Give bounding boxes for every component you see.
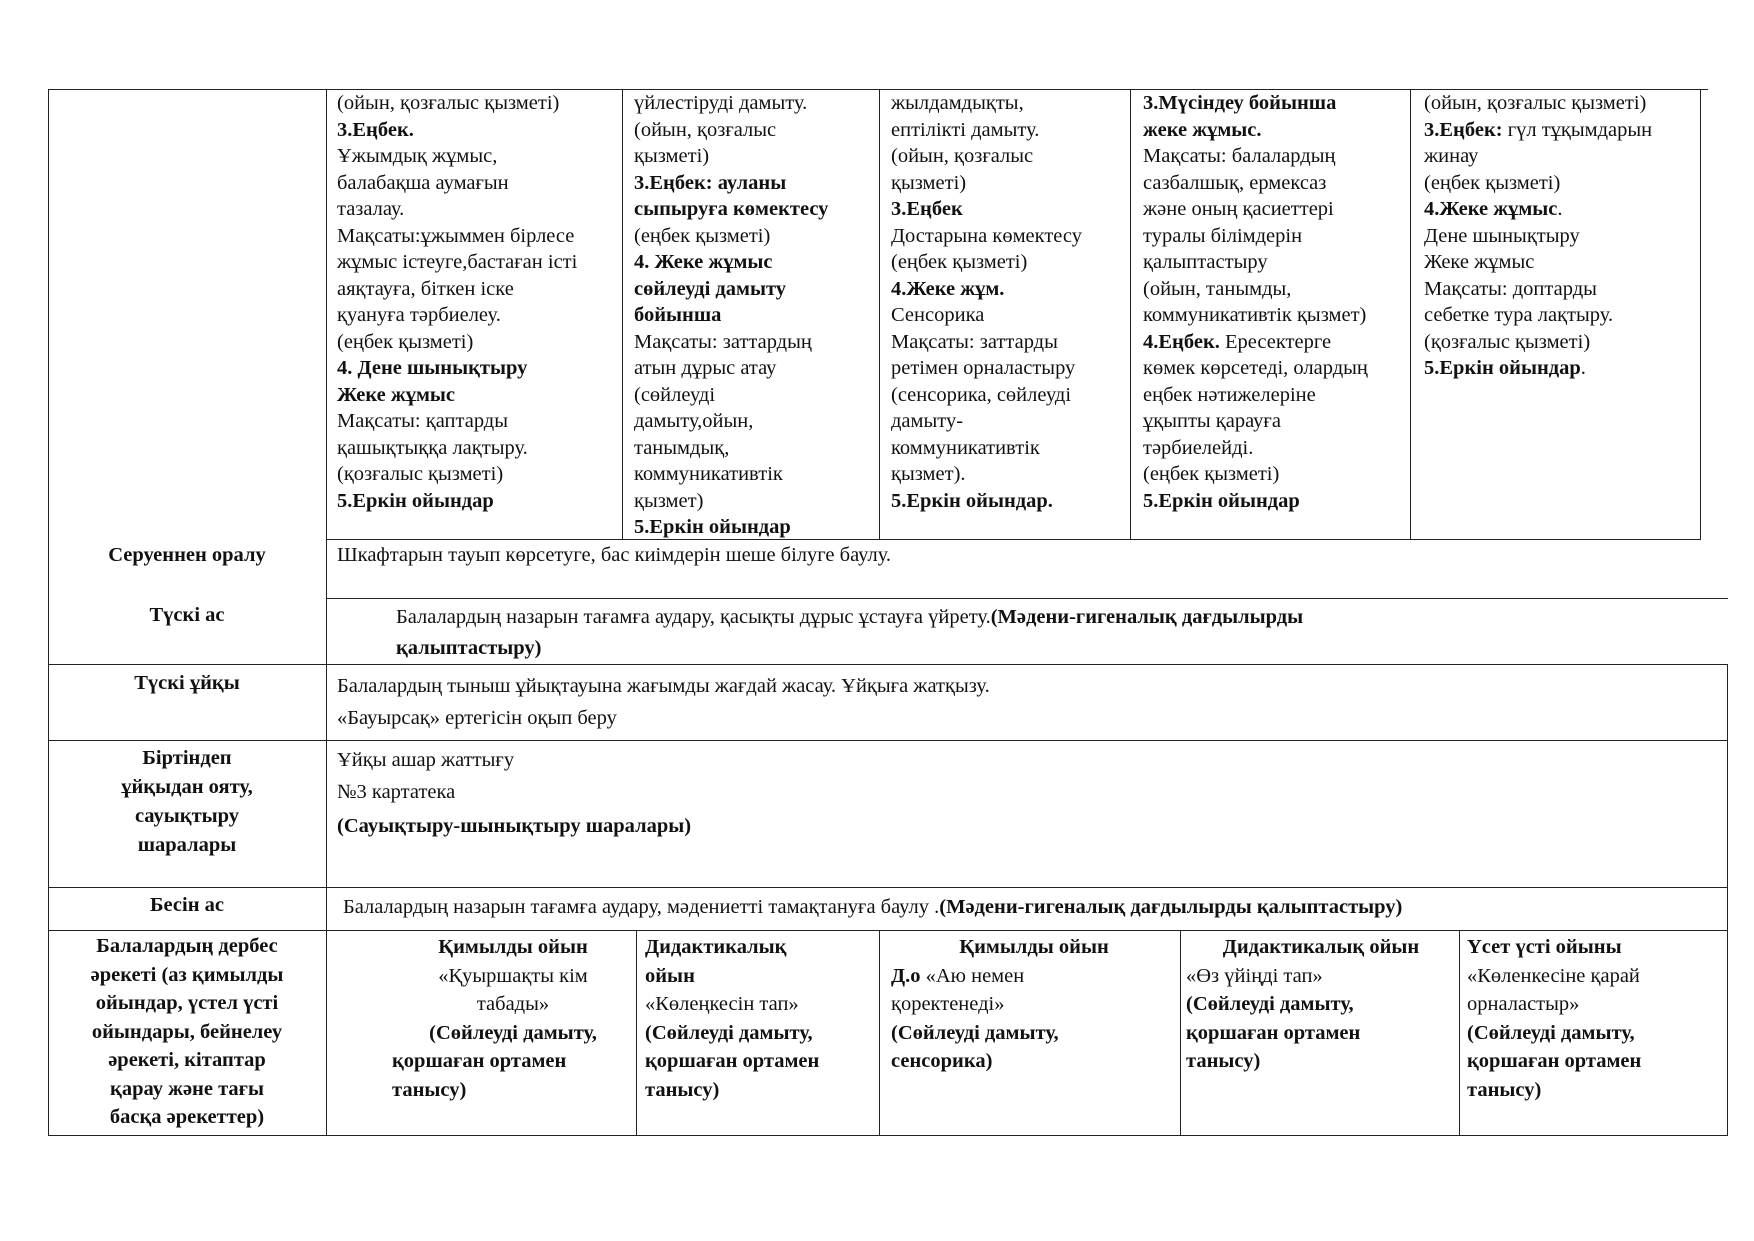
- cell-line: [1143, 329, 1408, 356]
- cell-line: танысу): [1467, 1078, 1542, 1101]
- row-content-return: [337, 542, 891, 569]
- cell-line: қуануға тәрбиелеу.: [337, 304, 501, 326]
- cell-line-segment: 5.Еркін ойындар: [1424, 357, 1581, 379]
- cell-line: (ойын, қозғалыс қызметі): [1424, 92, 1647, 114]
- cell-line: 3.Еңбек.: [337, 118, 414, 141]
- cell-line: табады»: [476, 993, 550, 1015]
- column-divider-ind-4: [1180, 930, 1181, 1136]
- lunch-text: Балалардың назарын тағамға аудару, қасықты дұрыс ұстауға үйрету.: [396, 606, 991, 628]
- cell-line: ойын: [645, 964, 695, 987]
- cell-line: әрекеті, кітаптар: [108, 1049, 266, 1071]
- cell-line: қашықтыққа лақтыру.: [337, 436, 528, 459]
- cell-line: 5.Еркін ойындар: [634, 516, 791, 538]
- cell-line: (қозғалыс қызметі): [337, 463, 504, 485]
- cell-line: танысу): [1186, 1050, 1261, 1072]
- cell-line: тәрбиелейді.: [1143, 436, 1254, 459]
- cell-line: 4. Жеке жұмыс: [634, 251, 773, 273]
- cell-line: сөйлеуді дамыту: [634, 277, 787, 300]
- cell-line: (қозғалыс қызметі): [1424, 330, 1591, 353]
- cell-line: сауықтыру: [134, 805, 240, 827]
- row-label-return-text: Серуеннен оралу: [108, 544, 266, 566]
- nap-line-2: «Бауырсақ» ертегісін оқып беру: [337, 707, 617, 729]
- cell-line-segment: 4.Еңбек.: [1143, 330, 1220, 353]
- cell-line: Қимылды ойын: [438, 936, 588, 958]
- cell-line-segment: гүл тұқымдарын: [1502, 118, 1653, 141]
- independent-col-5: [1467, 933, 1725, 1104]
- row-label-nap: [48, 670, 326, 697]
- cell-line: ойындары, бейнелеу: [91, 1020, 283, 1043]
- table-border-right-walk: [1700, 89, 1701, 540]
- cell-line: 4.Жеке жұм.: [891, 277, 1005, 300]
- walk-col-2: [634, 90, 876, 541]
- walk-col-4: [1143, 90, 1408, 514]
- cell-line: танымдық,: [634, 436, 730, 459]
- cell-line: (еңбек қызметі): [1143, 463, 1280, 485]
- cell-line: тазалау.: [337, 198, 405, 220]
- cell-line: балабақша аумағын: [337, 171, 509, 194]
- column-divider-label: [326, 89, 327, 1136]
- row-divider-snack: [48, 930, 1728, 931]
- column-divider-ind-2: [636, 930, 637, 1136]
- cell-line: (Сөйлеуді дамыту,: [891, 1021, 1059, 1044]
- cell-line: сенсорика): [891, 1050, 993, 1072]
- wake-line-2: №3 картатека: [337, 781, 456, 803]
- cell-line: қарау және тағы: [110, 1077, 264, 1100]
- cell-line-segment: 3.Еңбек:: [1424, 118, 1503, 141]
- cell-line: «Қуыршақты кім: [438, 964, 588, 987]
- cell-line: қызмет).: [891, 463, 966, 485]
- cell-line: (ойын, қозғалыс қызметі): [337, 92, 560, 114]
- row-content-snack: [343, 894, 1402, 921]
- cell-line: үйлестіруді дамыту.: [634, 92, 808, 114]
- row-label-lunch: [48, 602, 326, 629]
- row-divider-walk: [326, 539, 1701, 540]
- cell-line: Сенсорика: [891, 304, 985, 326]
- cell-line: 4. Дене шынықтыру: [337, 357, 528, 379]
- cell-line: «Көленкесіне қарай: [1467, 964, 1640, 987]
- cell-line: (ойын, қозғалыс: [634, 118, 777, 141]
- walk-col-3: [891, 90, 1127, 514]
- cell-line: қоршаған ортамен: [1186, 1021, 1361, 1044]
- cell-line: «Көлеңкесін тап»: [645, 993, 799, 1015]
- row-divider-nap: [48, 740, 1728, 741]
- cell-line-segment: 4.Жеке жұмыс: [1424, 198, 1558, 220]
- cell-line: ретімен орналастыру: [891, 357, 1076, 379]
- cell-line: Мақсаты: балалардың: [1143, 145, 1336, 167]
- cell-line: Мақсаты: қаптарды: [337, 410, 509, 432]
- cell-line: (сенсорика, сөйлеуді: [891, 383, 1072, 406]
- cell-line: ұйқыдан ояту,: [121, 776, 253, 798]
- cell-line: Достарына көмектесу: [891, 224, 1082, 247]
- column-divider-walk-3: [879, 89, 880, 540]
- cell-line: коммуникативтік қызмет): [1143, 304, 1367, 326]
- cell-line: еңбек нәтижелеріне: [1143, 383, 1316, 406]
- cell-line: (ойын, қозғалыс: [891, 145, 1034, 167]
- row-label-nap-text: Түскі ұйқы: [134, 672, 240, 694]
- cell-line: 5.Еркін ойындар: [1143, 489, 1300, 512]
- cell-line: 5.Еркін ойындар: [337, 489, 494, 512]
- cell-line: Балалардың дербес: [96, 935, 278, 957]
- independent-col-2: [645, 933, 877, 1104]
- column-divider-ind-3: [879, 930, 880, 1136]
- table-border-right-lower: [1727, 664, 1728, 1136]
- cell-line: [1424, 117, 1698, 144]
- cell-line: (еңбек қызметі): [891, 251, 1028, 273]
- cell-line: басқа әрекеттер): [109, 1106, 265, 1128]
- table-border-bottom: [48, 1135, 1728, 1136]
- cell-line: жинау: [1424, 145, 1479, 167]
- column-divider-walk-4: [1130, 89, 1131, 540]
- return-text: Шкафтарын тауып көрсетуге, бас киімдерін шеше білуге баулу.: [337, 544, 892, 566]
- cell-line: коммуникативтік: [891, 436, 1040, 459]
- cell-line: қоршаған ортамен: [392, 1050, 567, 1072]
- cell-line: Қимылды ойын: [959, 936, 1109, 958]
- cell-line: (Сөйлеуді дамыту,: [429, 1021, 597, 1044]
- cell-line: Біртіндеп: [142, 747, 232, 769]
- cell-line: [1424, 196, 1698, 223]
- column-divider-walk-2: [622, 89, 623, 540]
- column-divider-ind-5: [1459, 930, 1460, 1136]
- snack-text: Балалардың назарын тағамға аудару, мәдениетті тамақтануға баулу .: [343, 896, 940, 918]
- cell-line: Дидактикалық ойын: [1222, 936, 1420, 958]
- cell-line: Жеке жұмыс: [1424, 251, 1535, 273]
- cell-line: Мақсаты: заттарды: [891, 330, 1058, 353]
- independent-col-1: [392, 933, 634, 1104]
- cell-line: 5.Еркін ойындар.: [891, 489, 1053, 512]
- cell-line: дамыту-: [891, 410, 964, 432]
- cell-line: сыпыруға көмектесу: [634, 198, 829, 220]
- row-content-wake: [337, 744, 691, 842]
- row-divider-return: [326, 598, 1728, 599]
- row-divider-lunch: [48, 664, 1728, 665]
- cell-line: көмек көрсетеді, олардың: [1143, 357, 1368, 379]
- cell-line: жылдамдықты,: [891, 92, 1024, 114]
- cell-line: Мақсаты: заттардың: [634, 330, 812, 353]
- lunch-line-2: қалыптастыру): [396, 637, 542, 659]
- cell-line: коммуникативтік: [634, 463, 783, 485]
- cell-line: Мақсаты:ұжыммен бірлесе: [337, 224, 575, 247]
- cell-line: туралы білімдерін: [1143, 224, 1303, 247]
- cell-line: қоршаған ортамен: [1467, 1050, 1642, 1072]
- wake-line-1: Ұйқы ашар жаттығу: [337, 749, 515, 771]
- cell-line: (еңбек қызметі): [1424, 171, 1561, 194]
- cell-line: қызмет): [634, 489, 704, 512]
- cell-line: сазбалшық, ермексаз: [1143, 171, 1327, 194]
- cell-line: ептілікті дамыту.: [891, 118, 1040, 141]
- cell-line: «Өз үйіңді тап»: [1186, 964, 1323, 987]
- column-divider-walk-5: [1410, 89, 1411, 540]
- cell-line: (Сөйлеуді дамыту,: [1467, 1021, 1635, 1044]
- cell-line: танысу): [645, 1078, 720, 1101]
- walk-col-5: [1424, 90, 1698, 382]
- cell-line: (еңбек қызметі): [634, 224, 771, 247]
- cell-line: Жеке жұмыс: [337, 383, 456, 406]
- cell-line: аяқтауға, біткен іске: [337, 277, 514, 300]
- cell-line: (ойын, танымды,: [1143, 277, 1292, 300]
- cell-line: орналастыр»: [1467, 993, 1580, 1015]
- lunch-text-bold: (Мәдени-гигеналық дағдылырды: [990, 606, 1304, 628]
- cell-line: ұқыпты қарауға: [1143, 410, 1281, 432]
- wake-line-3: (Сауықтыру-шынықтыру шаралары): [337, 815, 692, 837]
- row-label-lunch-text: Түскі ас: [149, 604, 225, 626]
- cell-line: (сөйлеуді: [634, 383, 716, 406]
- cell-line: қызметі): [891, 171, 967, 194]
- cell-line: 3.Еңбек: ауланы: [634, 171, 787, 194]
- cell-line: 3.Еңбек: [891, 198, 963, 220]
- cell-line: және оның қасиеттері: [1143, 198, 1334, 220]
- cell-line: себетке тура лақтыру.: [1424, 304, 1614, 326]
- cell-line: Ұжымдық жұмыс,: [337, 145, 498, 167]
- cell-line: танысу): [392, 1078, 467, 1101]
- independent-col-3: [891, 933, 1177, 1076]
- cell-line-segment: .: [1580, 357, 1586, 379]
- cell-line: қоректенеді»: [891, 993, 1005, 1015]
- cell-line: (Сөйлеуді дамыту,: [645, 1021, 813, 1044]
- row-divider-wake: [48, 887, 1728, 888]
- lunch-line-1: [396, 602, 1303, 633]
- cell-line: Дене шынықтыру: [1424, 224, 1580, 247]
- independent-col-4: [1186, 933, 1456, 1076]
- walk-col-1: [337, 90, 619, 514]
- row-label-return: [48, 542, 326, 569]
- row-content-nap: [337, 670, 990, 734]
- row-content-lunch: [396, 602, 1303, 664]
- cell-line-segment: «Аю немен: [920, 964, 1025, 987]
- cell-line-segment: Д.о: [891, 964, 921, 987]
- nap-line-1: Балалардың тыныш ұйықтауына жағымды жағдай жасау. Ұйқыға жатқызу.: [337, 675, 990, 697]
- row-label-independent: [48, 932, 326, 1132]
- cell-line: 3.Мүсіндеу бойынша: [1143, 92, 1337, 114]
- cell-line: қызметі): [634, 145, 710, 167]
- cell-line: дамыту,ойын,: [634, 410, 754, 432]
- cell-line: атын дұрыс атау: [634, 357, 777, 379]
- cell-line: Мақсаты: доптарды: [1424, 277, 1597, 300]
- snack-line: [343, 894, 1402, 921]
- cell-line: әрекеті (аз қимылды: [90, 963, 284, 986]
- snack-text-bold: (Мәдени-гигеналық дағдылырды қалыптастыру): [939, 896, 1403, 918]
- cell-line: (Сөйлеуді дамыту,: [1186, 993, 1354, 1015]
- cell-line: [1424, 355, 1698, 382]
- row-label-snack: [48, 892, 326, 919]
- cell-line: Дидактикалық: [645, 936, 787, 958]
- cell-line: қоршаған ортамен: [645, 1050, 820, 1072]
- cell-line: Үсет үсті ойыны: [1467, 936, 1622, 958]
- cell-line: шаралары: [137, 834, 237, 856]
- cell-line: бойынша: [634, 304, 722, 326]
- cell-line: қалыптастыру: [1143, 251, 1268, 273]
- cell-line-segment: .: [1557, 198, 1563, 220]
- cell-line: жұмыс істеуге,бастаған істі: [337, 251, 578, 273]
- cell-line: (еңбек қызметі): [337, 330, 474, 353]
- cell-line: [891, 962, 1177, 991]
- cell-line: ойындар, үстел үсті: [95, 992, 279, 1014]
- row-label-snack-text: Бесін ас: [150, 894, 224, 916]
- cell-line-segment: Ересектерге: [1219, 330, 1332, 353]
- row-label-wake: [48, 744, 326, 860]
- cell-line: жеке жұмыс.: [1143, 118, 1262, 141]
